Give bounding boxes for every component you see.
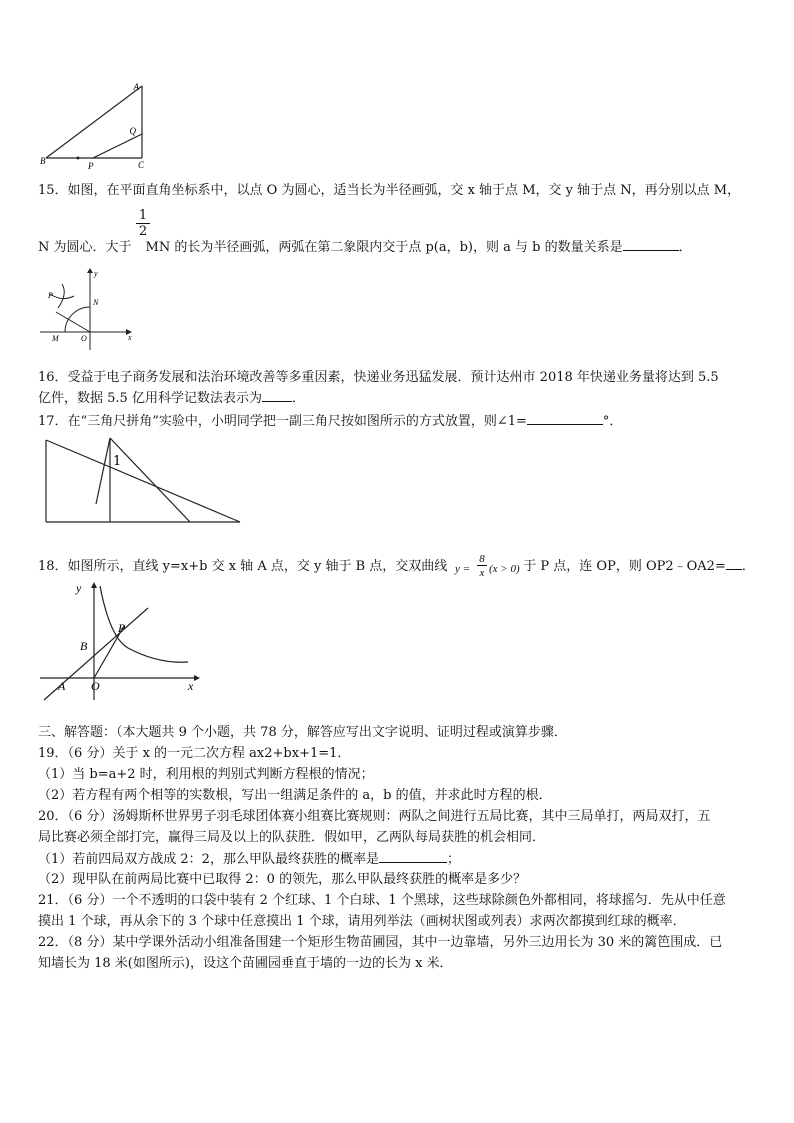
label-n: N	[93, 298, 99, 307]
q16-line2-end: ．	[291, 391, 305, 406]
figure-triangle-abc	[38, 82, 158, 172]
q16-line2-text: 亿件，数据 5.5 亿用科学记数法表示为	[38, 391, 262, 406]
axis-y-label: y	[76, 581, 82, 595]
q15-answer-blank[interactable]	[623, 238, 679, 251]
axis-x-label: x	[128, 333, 132, 342]
figure-arcs-coordinate	[38, 268, 138, 352]
label-o: O	[81, 334, 87, 343]
label-m: M	[52, 334, 59, 343]
q18-line	[38, 557, 755, 576]
q16-line2	[38, 389, 305, 408]
q20-part1-text: （1）若前四局双方战成 2：2，那么甲队最终获胜的概率是	[38, 852, 379, 867]
label-a: A	[58, 679, 66, 693]
q18-pre: 18．如图所示，直线 y=x+b 交 x 轴 A 点，交 y 轴于 B 点，交双曲线	[38, 559, 448, 574]
axis-y-label: y	[94, 269, 98, 278]
label-o: O	[91, 679, 100, 693]
formula-num: 8	[477, 553, 487, 566]
label-p: P	[48, 291, 53, 300]
q20-part1-end: ；	[446, 852, 460, 867]
q15-line2-post: MN 的长为半径画弧，两弧在第二象限内交于点 p(a，b)，则 a 与 b 的数量关系是	[145, 240, 623, 255]
q18-answer-blank[interactable]	[726, 557, 742, 570]
q19-part1: （1）当 b=a+2 时，利用根的判别式判断方程根的情况；	[38, 767, 374, 782]
q18-post: 于 P 点，连 OP，则 OP2﹣OA2=	[523, 559, 726, 574]
q15-frac-num: 1	[136, 208, 150, 224]
label-b: B	[40, 156, 46, 166]
label-p: P	[118, 621, 126, 635]
label-p: P	[88, 161, 94, 171]
q17-end: °．	[602, 414, 623, 429]
q20-line1: 20．（6 分）汤姆斯杯世界男子羽毛球团体赛小组赛比赛规则：两队之间进行五局比赛，其中三局单打，两局双打，五	[38, 809, 711, 824]
formula-den: x	[479, 567, 485, 579]
section-3-heading: 三、解答题：（本大题共 9 个小题，共 78 分，解答应写出文字说明、证明过程或演算步骤．	[38, 725, 567, 740]
label-q: Q	[129, 126, 136, 136]
q15-line1: 15．如图，在平面直角坐标系中，以点 O 为圆心，适当长为半径画弧，交 x 轴于点 M，交 y 轴于点 N，再分别以点 M，	[38, 183, 741, 198]
q15-line2-end: ．	[678, 240, 692, 255]
q19-part2: （2）若方程有两个相等的实数根，写出一组满足条件的 a，b 的值，并求此时方程的根．	[38, 788, 552, 803]
q22-line2: 知墙长为 18 米(如图所示)，设这个苗圃园垂直于墙的一边的长为 x 米．	[38, 956, 453, 971]
q20-part2: （2）现甲队在前两局比赛中已取得 2：0 的领先，那么甲队最终获胜的概率是多少？	[38, 872, 527, 887]
q20-answer-blank[interactable]	[379, 850, 447, 863]
q21-line1: 21．（6 分）一个不透明的口袋中装有 2 个红球、1 个白球、1 个黑球，这些球除颜色外都相同，将球摇匀．先从中任意	[38, 893, 726, 908]
formula-cond: (x > 0)	[489, 563, 520, 575]
figure-line-hyperbola	[38, 578, 208, 702]
q22-line1: 22．（8 分）某中学课外活动小组准备围建一个矩形生物苗圃园，其中一边靠墙，另外三边用长为 30 米的篱笆围成．已	[38, 935, 723, 950]
q20-line2: 局比赛必须全部打完，赢得三局及以上的队获胜．假如甲，乙两队每局获胜的机会相同．	[38, 830, 546, 845]
formula-y: y =	[455, 563, 471, 575]
label-c: C	[138, 160, 145, 170]
q18-end: ．	[741, 559, 755, 574]
q16-line1: 16．受益于电子商务发展和法治环境改善等多重因素，快递业务迅猛发展．预计达州市 2018 年快递业务量将达到 5.5	[38, 370, 719, 385]
label-a: A	[133, 82, 139, 92]
q15-line2-pre: N 为圆心．大于	[38, 240, 132, 255]
label-b: B	[80, 639, 88, 653]
q15-frac-den: 2	[138, 224, 148, 239]
q20-part1	[38, 850, 460, 869]
axis-x-label: x	[188, 679, 194, 693]
q17-text: 17．在“三角尺拼角”实验中，小明同学把一副三角尺按如图所示的方式放置，则∠1=	[38, 414, 527, 429]
q21-line2: 摸出 1 个球，再从余下的 3 个球中任意摸出 1 个球，请用列举法（画树状图或列表）求两次都摸到红球的概率．	[38, 914, 686, 929]
q16-answer-blank[interactable]	[262, 389, 292, 402]
q15-line2	[38, 238, 692, 257]
q15-fraction	[136, 208, 150, 239]
figure-set-squares	[38, 434, 248, 528]
angle-1-label: 1	[113, 454, 122, 469]
q17-answer-blank[interactable]	[527, 412, 603, 425]
q17-line	[38, 412, 622, 431]
q19-stem: 19．（6 分）关于 x 的一元二次方程 ax2+bx+1=1．	[38, 746, 351, 761]
